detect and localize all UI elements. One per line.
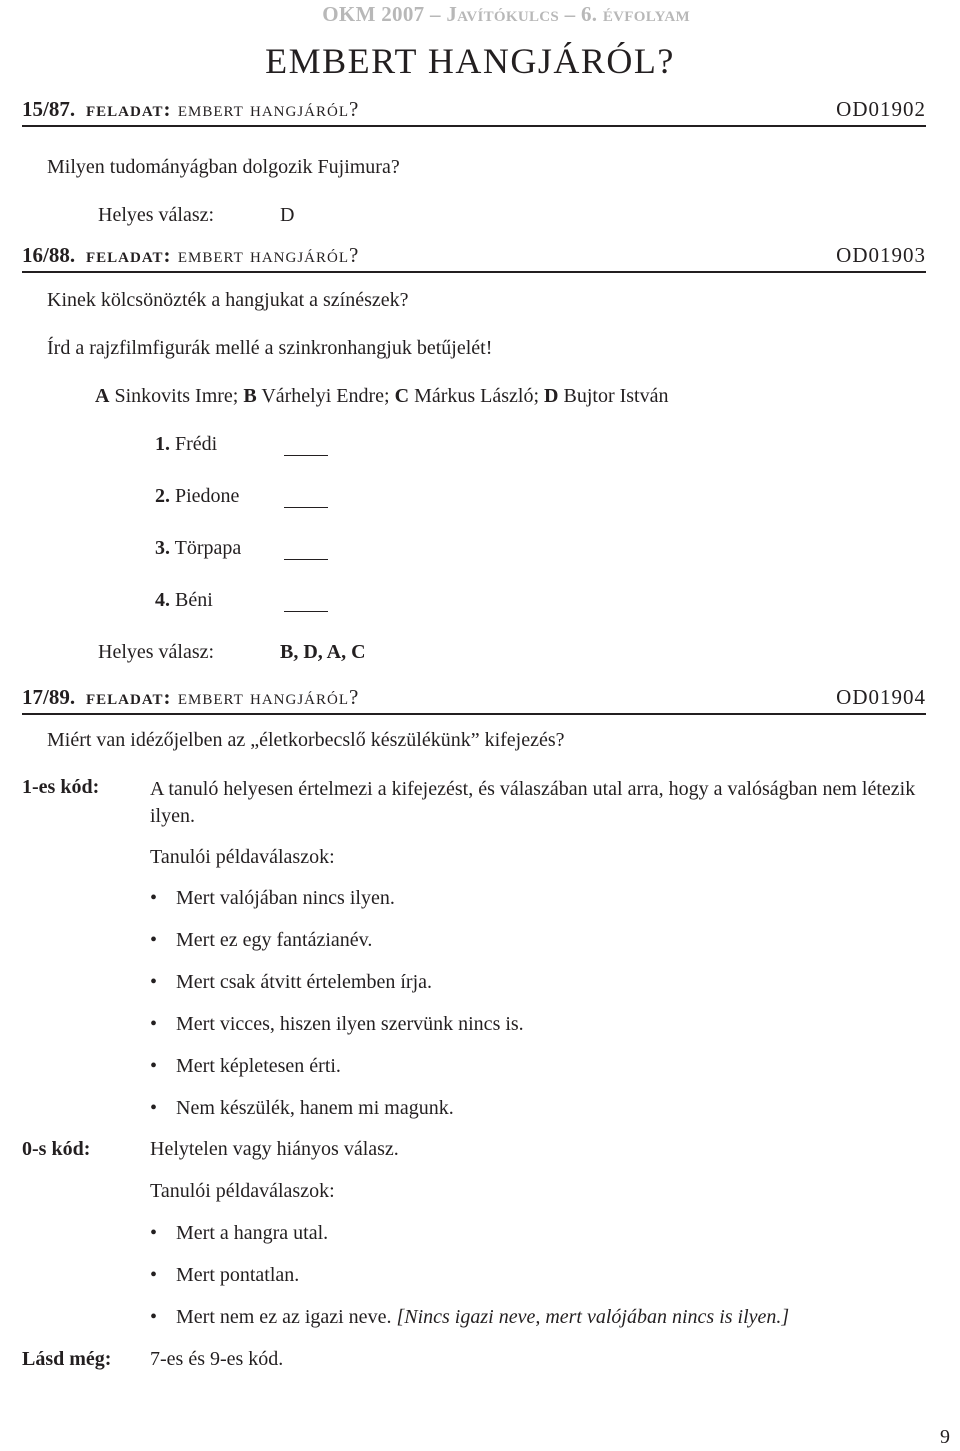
code1-label: 1-es kód: — [22, 776, 100, 798]
task-label: feladat: embert hangjáról? — [86, 243, 360, 267]
answer-value: B, D, A, C — [280, 641, 366, 663]
example-answer: • Mert csak átvitt értelemben írja. — [150, 971, 432, 994]
task-number: 16/88. — [22, 243, 76, 267]
task-number: 15/87. — [22, 97, 76, 121]
answer-blank — [284, 489, 328, 513]
example-answer: • Mert nem ez az igazi neve. [Nincs igazi neve, mert valójában nincs is ilyen.] — [150, 1306, 789, 1329]
example-answer: • Mert vicces, hiszen ilyen szervünk nincs is. — [150, 1013, 524, 1036]
example-answer: • Nem készülék, hanem mi magunk. — [150, 1097, 454, 1120]
task-label: feladat: embert hangjáról? — [86, 97, 360, 121]
task-number: 17/89. — [22, 685, 76, 709]
task-instruction: Írd a rajzfilmfigurák mellé a szinkronhangjuk betűjelét! — [47, 337, 493, 359]
task-code: OD01904 — [836, 685, 926, 709]
list-item: 1. Frédi — [155, 433, 218, 455]
voice-options: A Sinkovits Imre; B Várhelyi Endre; C Márkus László; D Bujtor István — [95, 385, 669, 407]
page-number: 9 — [940, 1426, 950, 1448]
answer-value: D — [280, 204, 295, 226]
code0-label: 0-s kód: — [22, 1138, 91, 1160]
example-answer: • Mert valójában nincs ilyen. — [150, 887, 395, 910]
see-also-text: 7-es és 9-es kód. — [150, 1348, 284, 1370]
answer-label: Helyes válasz: — [98, 641, 215, 663]
task-question: Kinek kölcsönözték a hangjukat a színészek? — [47, 289, 409, 311]
list-item: 3. Törpapa — [155, 537, 242, 559]
answer-blank — [284, 437, 328, 461]
examples-label: Tanulói példaválaszok: — [150, 1180, 335, 1202]
task-header-17-89 — [22, 683, 926, 715]
running-header: OKM 2007 – Javítókulcs – 6. évfolyam — [322, 2, 690, 26]
code0-description: Helytelen vagy hiányos válasz. — [150, 1138, 399, 1160]
task-code: OD01903 — [836, 243, 926, 267]
answer-label: Helyes válasz: — [98, 204, 215, 226]
example-answer: • Mert pontatlan. — [150, 1264, 299, 1287]
task-header-16-88 — [22, 241, 926, 273]
examples-label: Tanulói példaválaszok: — [150, 846, 335, 868]
see-also-label: Lásd még: — [22, 1348, 112, 1370]
code1-description: A tanuló helyesen értelmezi a kifejezést, és válaszában utal arra, hogy a valóságban nem létezik ilyen. — [150, 778, 916, 827]
task-code: OD01902 — [836, 97, 926, 121]
example-answer: • Mert a hangra utal. — [150, 1222, 328, 1245]
answer-blank — [284, 541, 328, 565]
answer-blank — [284, 593, 328, 617]
task-label: feladat: embert hangjáról? — [86, 685, 360, 709]
page-title: EMBERT HANGJÁRÓL? — [265, 41, 675, 81]
example-note: [Nincs igazi neve, mert valójában nincs is ilyen.] — [396, 1306, 790, 1328]
list-item: 4. Béni — [155, 589, 213, 611]
task-question: Miért van idézőjelben az „életkorbecslő készülékünk” kifejezés? — [47, 729, 565, 751]
list-item: 2. Piedone — [155, 485, 240, 507]
example-answer: • Mert képletesen érti. — [150, 1055, 341, 1078]
task-question: Milyen tudományágban dolgozik Fujimura? — [47, 156, 400, 178]
task-header-15-87 — [22, 95, 926, 127]
example-answer: • Mert ez egy fantázianév. — [150, 929, 372, 952]
